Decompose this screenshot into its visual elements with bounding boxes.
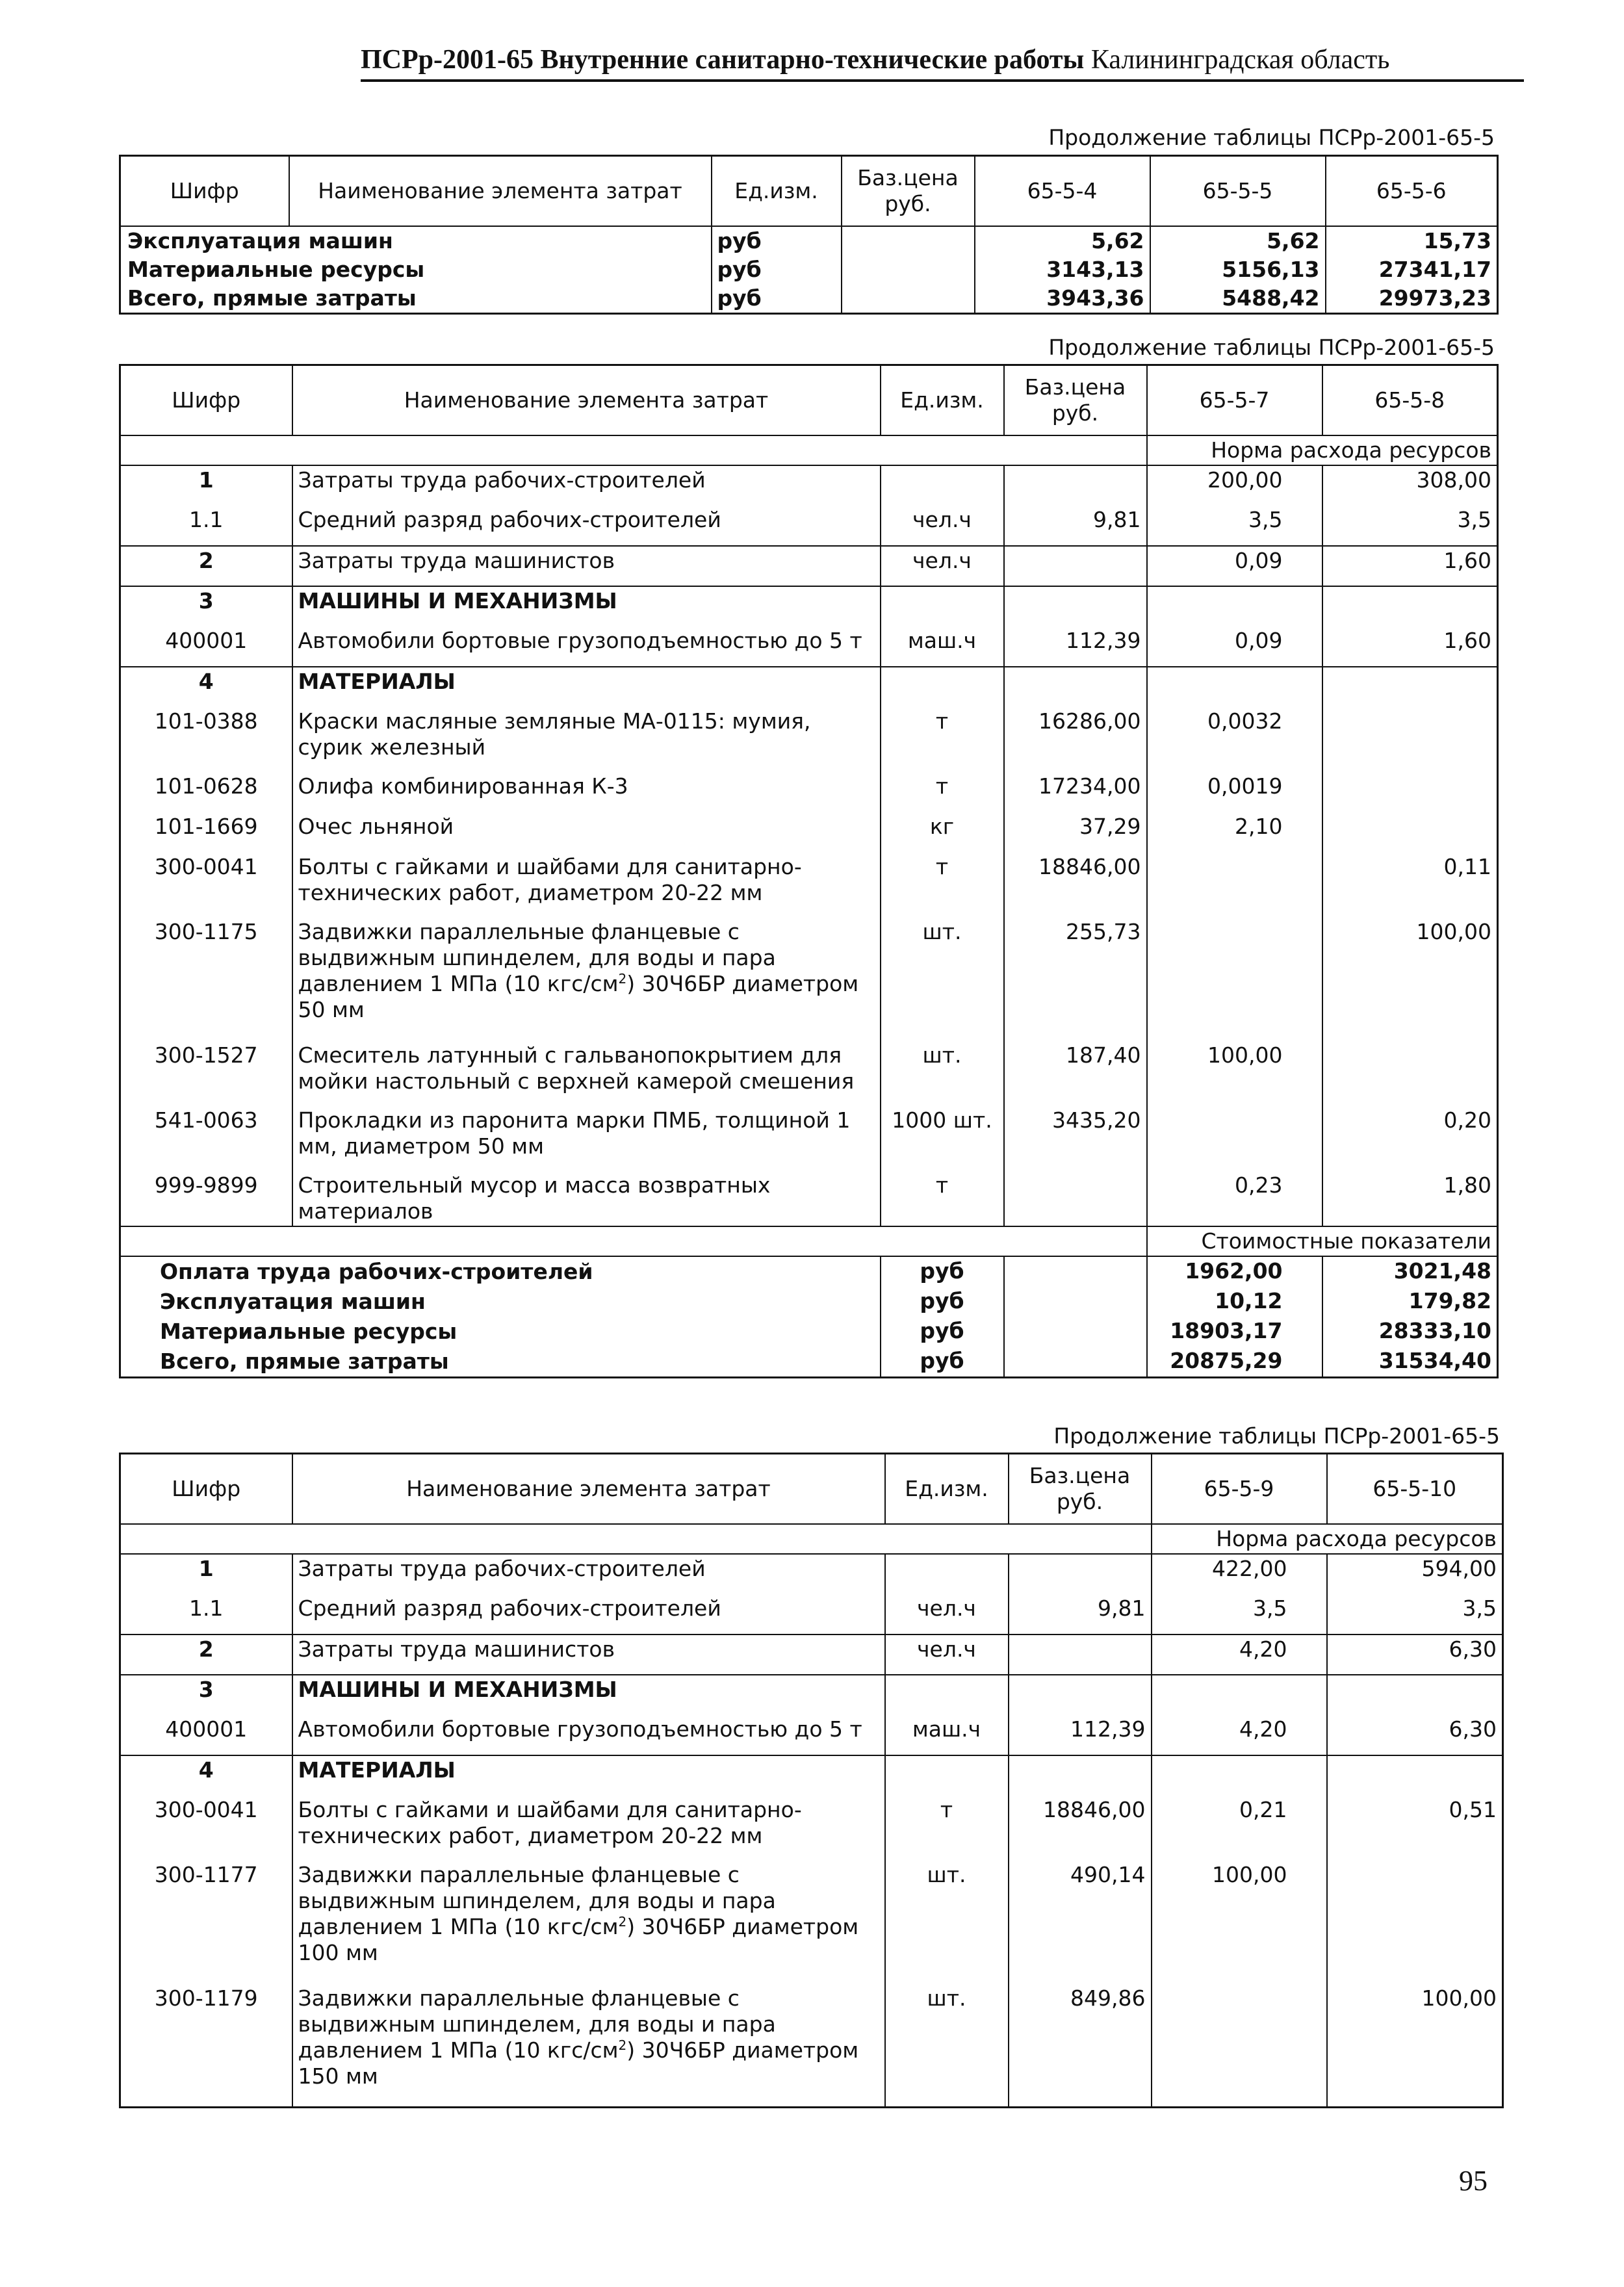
row-name-text: Затраты труда рабочих-строителей bbox=[298, 1555, 706, 1581]
row-name-text: Болты с гайками и шайбами для санитарно-технических работ, диаметром 20-22 мм bbox=[298, 1796, 802, 1848]
row-unit: т bbox=[885, 1796, 1009, 1861]
row-value: 0,20 bbox=[1322, 1106, 1498, 1171]
col-header: 65-5-7 bbox=[1147, 365, 1322, 435]
row-name bbox=[292, 1675, 885, 1715]
row-value: 3,5 bbox=[1147, 506, 1322, 546]
row-code: 4 bbox=[120, 1755, 292, 1796]
col-unit-header: Ед.изм. bbox=[712, 156, 842, 226]
total-price bbox=[1004, 1317, 1147, 1347]
row-price bbox=[1009, 1755, 1152, 1796]
row-code: 400001 bbox=[165, 627, 248, 653]
row-value bbox=[1152, 1755, 1327, 1796]
row-price bbox=[1004, 465, 1147, 506]
row-value: 27341,17 bbox=[1326, 255, 1498, 284]
total-value: 179,82 bbox=[1322, 1287, 1498, 1317]
total-value: 20875,29 bbox=[1147, 1347, 1322, 1378]
row-code: 101-0628 bbox=[154, 773, 258, 799]
total-row bbox=[120, 1256, 1498, 1287]
total-name: Всего, прямые затраты bbox=[160, 1348, 449, 1374]
row-name-text: Автомобили бортовые грузоподъемностью до 5 т bbox=[298, 627, 862, 653]
table-row bbox=[120, 255, 1498, 284]
row-unit: кг bbox=[881, 812, 1004, 853]
row-price bbox=[1009, 1675, 1152, 1715]
row-value: 100,00 bbox=[1147, 1041, 1322, 1106]
row-unit: чел.ч bbox=[885, 1594, 1009, 1634]
row-code: 300-0041 bbox=[154, 1796, 258, 1822]
total-value: 31534,40 bbox=[1322, 1347, 1498, 1378]
row-name-superscript: 2 bbox=[618, 970, 627, 987]
row-price bbox=[1004, 586, 1147, 627]
row-unit: т bbox=[881, 707, 1004, 772]
table2-continuation-label: Продолжение таблицы ПСРр-2001-65-5 bbox=[1048, 335, 1495, 360]
total-unit: руб bbox=[881, 1287, 1004, 1317]
row-value: 5488,42 bbox=[1150, 284, 1326, 314]
page-number: 95 bbox=[1459, 2165, 1488, 2197]
row-unit: руб bbox=[712, 226, 842, 255]
row-price: 112,39 bbox=[1004, 627, 1147, 667]
table-row bbox=[120, 1041, 1498, 1106]
row-name: Материальные ресурсы bbox=[127, 256, 425, 282]
table-row bbox=[120, 284, 1498, 314]
row-code: 101-0388 bbox=[154, 708, 258, 734]
row-unit bbox=[885, 1554, 1009, 1594]
row-name bbox=[292, 1554, 885, 1594]
table1 bbox=[119, 155, 1499, 315]
total-value: 3021,48 bbox=[1322, 1256, 1498, 1287]
row-name-text: Автомобили бортовые грузоподъемностью до 5 т bbox=[298, 1716, 862, 1742]
row-value: 0,51 bbox=[1327, 1796, 1503, 1861]
table-row bbox=[120, 1984, 1503, 2108]
row-code: 300-1179 bbox=[154, 1985, 258, 2011]
col-header: 65-5-9 bbox=[1152, 1454, 1327, 1524]
row-value bbox=[1147, 853, 1322, 918]
row-unit: руб bbox=[712, 284, 842, 314]
total-row bbox=[120, 1347, 1498, 1378]
row-price bbox=[1009, 1554, 1152, 1594]
total-value: 1962,00 bbox=[1147, 1256, 1322, 1287]
table-row bbox=[120, 772, 1498, 812]
col-name-header: Наименование элемента затрат bbox=[289, 156, 712, 226]
row-value: 15,73 bbox=[1326, 226, 1498, 255]
row-code: 101-1669 bbox=[154, 813, 258, 839]
row-price: 18846,00 bbox=[1004, 853, 1147, 918]
row-name-text: Затраты труда рабочих-строителей bbox=[298, 467, 706, 493]
row-value bbox=[1147, 918, 1322, 1041]
table3-header-row bbox=[120, 1454, 1503, 1524]
row-value bbox=[1327, 1755, 1503, 1796]
row-value bbox=[1147, 586, 1322, 627]
total-value: 18903,17 bbox=[1147, 1317, 1322, 1347]
row-value: 5,62 bbox=[975, 226, 1150, 255]
row-name-text: Затраты труда машинистов bbox=[298, 1636, 615, 1662]
row-value bbox=[1327, 1861, 1503, 1984]
row-name bbox=[292, 1755, 885, 1796]
row-value: 3943,36 bbox=[975, 284, 1150, 314]
row-value bbox=[1147, 1106, 1322, 1171]
row-name bbox=[292, 707, 881, 772]
row-price bbox=[842, 284, 975, 314]
row-name bbox=[292, 546, 881, 586]
total-row bbox=[120, 1317, 1498, 1347]
row-code: 2 bbox=[120, 546, 292, 586]
row-name-text: МАШИНЫ И МЕХАНИЗМЫ bbox=[298, 588, 617, 614]
row-value: 308,00 bbox=[1322, 465, 1498, 506]
row-price bbox=[1004, 1171, 1147, 1226]
row-name-superscript: 2 bbox=[618, 2037, 627, 2053]
norm-label: Норма расхода ресурсов bbox=[1152, 1524, 1503, 1554]
table-row bbox=[120, 1171, 1498, 1226]
header-region: Калининградская область bbox=[1090, 45, 1390, 75]
row-value: 0,09 bbox=[1147, 546, 1322, 586]
row-unit: шт. bbox=[885, 1861, 1009, 1984]
row-unit: шт. bbox=[881, 918, 1004, 1041]
table-row bbox=[120, 1594, 1503, 1634]
row-name bbox=[292, 1984, 885, 2108]
row-value bbox=[1322, 772, 1498, 812]
norm-label-row bbox=[120, 1524, 1503, 1554]
norm-label-row bbox=[120, 435, 1498, 465]
table3-continuation-label: Продолжение таблицы ПСРр-2001-65-5 bbox=[1053, 1423, 1500, 1449]
row-price: 16286,00 bbox=[1004, 707, 1147, 772]
row-code: 4 bbox=[120, 667, 292, 707]
row-value: 100,00 bbox=[1152, 1861, 1327, 1984]
row-name-text: Затраты труда машинистов bbox=[298, 547, 615, 573]
row-unit: руб bbox=[712, 255, 842, 284]
row-value: 3,5 bbox=[1327, 1594, 1503, 1634]
col-name-header: Наименование элемента затрат bbox=[292, 365, 881, 435]
table-row bbox=[120, 1675, 1503, 1715]
col-header: 65-5-5 bbox=[1150, 156, 1326, 226]
row-name bbox=[292, 1106, 881, 1171]
row-value: 1,80 bbox=[1322, 1171, 1498, 1226]
row-code: 1 bbox=[120, 465, 292, 506]
col-code-header: Шифр bbox=[120, 1454, 292, 1524]
row-value: 3,5 bbox=[1152, 1594, 1327, 1634]
row-name-text: Задвижки параллельные фланцевые с выдвижным шпинделем, для воды и пара давлением 1 МПа (10 кгс/см bbox=[298, 1985, 776, 2063]
row-name-tail: ) 30Ч6БР диаметром 150 мм bbox=[298, 2037, 859, 2089]
row-value bbox=[1322, 707, 1498, 772]
col-code-header: Шифр bbox=[120, 156, 289, 226]
row-price bbox=[842, 226, 975, 255]
row-value bbox=[1152, 1984, 1327, 2108]
row-price bbox=[842, 255, 975, 284]
row-name-text: Средний разряд рабочих-строителей bbox=[298, 506, 721, 532]
row-value: 2,10 bbox=[1147, 812, 1322, 853]
table-row bbox=[120, 586, 1498, 627]
row-value: 0,09 bbox=[1147, 627, 1322, 667]
table-row bbox=[120, 226, 1498, 255]
row-name bbox=[292, 812, 881, 853]
table-row bbox=[120, 1755, 1503, 1796]
row-unit: т bbox=[881, 772, 1004, 812]
total-price bbox=[1004, 1256, 1147, 1287]
row-name-text: МАТЕРИАЛЫ bbox=[298, 668, 456, 694]
row-unit bbox=[881, 465, 1004, 506]
row-unit: чел.ч bbox=[881, 546, 1004, 586]
row-unit bbox=[881, 586, 1004, 627]
row-value: 3,5 bbox=[1322, 506, 1498, 546]
row-value: 6,30 bbox=[1327, 1715, 1503, 1755]
table-row bbox=[120, 1106, 1498, 1171]
col-price-header: Баз.цена руб. bbox=[842, 156, 975, 226]
row-code: 1.1 bbox=[189, 1595, 224, 1621]
row-code: 300-1177 bbox=[154, 1861, 258, 1887]
row-name-text: МАШИНЫ И МЕХАНИЗМЫ bbox=[298, 1676, 617, 1702]
row-name-tail: ) 30Ч6БР диаметром 50 мм bbox=[298, 970, 859, 1022]
row-value: 422,00 bbox=[1152, 1554, 1327, 1594]
row-unit: чел.ч bbox=[885, 1634, 1009, 1675]
total-price bbox=[1004, 1287, 1147, 1317]
total-value: 28333,10 bbox=[1322, 1317, 1498, 1347]
row-value: 4,20 bbox=[1152, 1715, 1327, 1755]
table-row bbox=[120, 506, 1498, 546]
col-header: 65-5-6 bbox=[1326, 156, 1498, 226]
row-price: 255,73 bbox=[1004, 918, 1147, 1041]
col-header: 65-5-4 bbox=[975, 156, 1150, 226]
row-name bbox=[292, 772, 881, 812]
row-name bbox=[292, 853, 881, 918]
row-name-text: Строительный мусор и масса возвратных материалов bbox=[298, 1172, 771, 1224]
row-code: 3 bbox=[120, 1675, 292, 1715]
row-name-text: Задвижки параллельные фланцевые с выдвижным шпинделем, для воды и пара давлением 1 МПа (10 кгс/см bbox=[298, 918, 776, 996]
row-unit: т bbox=[881, 853, 1004, 918]
row-name-text: Олифа комбинированная К-3 bbox=[298, 773, 628, 799]
table2 bbox=[119, 364, 1499, 1378]
table-row bbox=[120, 1715, 1503, 1755]
total-row bbox=[120, 1287, 1498, 1317]
table-row bbox=[120, 812, 1498, 853]
table-row bbox=[120, 1861, 1503, 1984]
total-name: Оплата труда рабочих-строителей bbox=[160, 1258, 593, 1284]
row-price: 17234,00 bbox=[1004, 772, 1147, 812]
row-price: 18846,00 bbox=[1009, 1796, 1152, 1861]
row-value: 200,00 bbox=[1147, 465, 1322, 506]
row-value: 0,23 bbox=[1147, 1171, 1322, 1226]
row-name-text: Очес льняной bbox=[298, 813, 454, 839]
row-value: 0,21 bbox=[1152, 1796, 1327, 1861]
row-name-text: Болты с гайками и шайбами для санитарно-технических работ, диаметром 20-22 мм bbox=[298, 853, 802, 905]
row-name bbox=[292, 506, 881, 546]
total-unit: руб bbox=[881, 1347, 1004, 1378]
row-name-text: Краски масляные земляные МА-0115: мумия, сурик железный bbox=[298, 708, 811, 760]
row-code: 300-1175 bbox=[154, 918, 258, 944]
row-name bbox=[292, 667, 881, 707]
table-row bbox=[120, 667, 1498, 707]
row-unit: маш.ч bbox=[885, 1715, 1009, 1755]
row-price bbox=[1009, 1634, 1152, 1675]
row-code: 300-0041 bbox=[154, 853, 258, 879]
row-price: 9,81 bbox=[1004, 506, 1147, 546]
row-name bbox=[292, 1796, 885, 1861]
table-row bbox=[120, 1554, 1503, 1594]
row-unit: т bbox=[881, 1171, 1004, 1226]
row-price: 37,29 bbox=[1004, 812, 1147, 853]
table-row bbox=[120, 627, 1498, 667]
row-code: 3 bbox=[120, 586, 292, 627]
row-unit bbox=[885, 1675, 1009, 1715]
row-value: 0,0032 bbox=[1147, 707, 1322, 772]
cost-label: Стоимостные показатели bbox=[1147, 1226, 1498, 1256]
cost-label-row bbox=[120, 1226, 1498, 1256]
row-name bbox=[292, 1861, 885, 1984]
row-value: 4,20 bbox=[1152, 1634, 1327, 1675]
row-value bbox=[1322, 1041, 1498, 1106]
row-value: 5,62 bbox=[1150, 226, 1326, 255]
row-price: 187,40 bbox=[1004, 1041, 1147, 1106]
table-row bbox=[120, 918, 1498, 1041]
row-name-text: МАТЕРИАЛЫ bbox=[298, 1757, 456, 1783]
table2-header-row bbox=[120, 365, 1498, 435]
row-name-tail: ) 30Ч6БР диаметром 100 мм bbox=[298, 1913, 859, 1965]
row-code: 400001 bbox=[165, 1716, 248, 1742]
row-name-text: Средний разряд рабочих-строителей bbox=[298, 1595, 721, 1621]
table3 bbox=[119, 1453, 1504, 2108]
row-price: 112,39 bbox=[1009, 1715, 1152, 1755]
table-row bbox=[120, 1796, 1503, 1861]
table-row bbox=[120, 707, 1498, 772]
row-unit: шт. bbox=[881, 1041, 1004, 1106]
spacer bbox=[120, 435, 1147, 465]
row-value bbox=[1147, 667, 1322, 707]
col-code-header: Шифр bbox=[120, 365, 292, 435]
row-name-text: Задвижки параллельные фланцевые с выдвижным шпинделем, для воды и пара давлением 1 МПа (10 кгс/см bbox=[298, 1861, 776, 1939]
row-price: 490,14 bbox=[1009, 1861, 1152, 1984]
col-header: 65-5-10 bbox=[1327, 1454, 1503, 1524]
row-value bbox=[1322, 812, 1498, 853]
table1-continuation-label: Продолжение таблицы ПСРр-2001-65-5 bbox=[1048, 125, 1495, 150]
row-name bbox=[292, 627, 881, 667]
row-name: Всего, прямые затраты bbox=[127, 285, 417, 311]
row-value: 0,0019 bbox=[1147, 772, 1322, 812]
col-price-header: Баз.цена руб. bbox=[1004, 365, 1147, 435]
row-code: 1.1 bbox=[189, 506, 224, 532]
row-price: 849,86 bbox=[1009, 1984, 1152, 2108]
total-price bbox=[1004, 1347, 1147, 1378]
row-name-text: Прокладки из паронита марки ПМБ, толщиной 1 мм, диаметром 50 мм bbox=[298, 1107, 851, 1159]
col-unit-header: Ед.изм. bbox=[885, 1454, 1009, 1524]
table-row bbox=[120, 1634, 1503, 1675]
spacer bbox=[120, 1226, 1147, 1256]
row-name bbox=[292, 1171, 881, 1226]
row-value: 6,30 bbox=[1327, 1634, 1503, 1675]
row-unit: шт. bbox=[885, 1984, 1009, 2108]
row-unit bbox=[885, 1755, 1009, 1796]
table-row bbox=[120, 546, 1498, 586]
row-unit bbox=[881, 667, 1004, 707]
row-value bbox=[1152, 1675, 1327, 1715]
row-code: 1 bbox=[120, 1554, 292, 1594]
row-name bbox=[292, 1715, 885, 1755]
row-name-superscript: 2 bbox=[618, 1913, 627, 1930]
table-row bbox=[120, 465, 1498, 506]
row-name-text: Смеситель латунный с гальванопокрытием для мойки настольный с верхней камерой смешения bbox=[298, 1042, 855, 1094]
col-header: 65-5-8 bbox=[1322, 365, 1498, 435]
row-unit: маш.ч bbox=[881, 627, 1004, 667]
row-name bbox=[292, 1594, 885, 1634]
row-value: 29973,23 bbox=[1326, 284, 1498, 314]
row-price: 3435,20 bbox=[1004, 1106, 1147, 1171]
row-value: 5156,13 bbox=[1150, 255, 1326, 284]
spacer bbox=[120, 1524, 1152, 1554]
col-name-header: Наименование элемента затрат bbox=[292, 1454, 885, 1524]
norm-label: Норма расхода ресурсов bbox=[1147, 435, 1498, 465]
row-unit: 1000 шт. bbox=[881, 1106, 1004, 1171]
col-unit-header: Ед.изм. bbox=[881, 365, 1004, 435]
row-value: 1,60 bbox=[1322, 627, 1498, 667]
row-value: 3143,13 bbox=[975, 255, 1150, 284]
total-unit: руб bbox=[881, 1317, 1004, 1347]
row-code: 300-1527 bbox=[154, 1042, 258, 1068]
row-code: 541-0063 bbox=[154, 1107, 258, 1133]
row-price bbox=[1004, 667, 1147, 707]
row-value: 0,11 bbox=[1322, 853, 1498, 918]
row-name: Эксплуатация машин bbox=[120, 226, 712, 255]
row-value bbox=[1322, 667, 1498, 707]
row-value bbox=[1322, 586, 1498, 627]
row-value: 100,00 bbox=[1327, 1984, 1503, 2108]
table1-header-row bbox=[120, 156, 1498, 226]
row-unit: чел.ч bbox=[881, 506, 1004, 546]
total-value: 10,12 bbox=[1147, 1287, 1322, 1317]
row-name bbox=[292, 1634, 885, 1675]
table-row bbox=[120, 853, 1498, 918]
row-code: 2 bbox=[120, 1634, 292, 1675]
row-code: 999-9899 bbox=[154, 1172, 258, 1198]
row-name bbox=[292, 586, 881, 627]
total-name: Материальные ресурсы bbox=[160, 1318, 458, 1344]
row-name bbox=[292, 1041, 881, 1106]
header-code-title: ПСРр-2001-65 Внутренние санитарно-технические работы bbox=[361, 45, 1085, 75]
row-price: 9,81 bbox=[1009, 1594, 1152, 1634]
row-value bbox=[1327, 1675, 1503, 1715]
total-unit: руб bbox=[881, 1256, 1004, 1287]
row-value: 594,00 bbox=[1327, 1554, 1503, 1594]
row-name bbox=[292, 918, 881, 1041]
row-name bbox=[292, 465, 881, 506]
row-value: 100,00 bbox=[1322, 918, 1498, 1041]
col-price-header: Баз.цена руб. bbox=[1009, 1454, 1152, 1524]
page-header bbox=[361, 44, 1524, 82]
total-name: Эксплуатация машин bbox=[160, 1288, 426, 1314]
row-price bbox=[1004, 546, 1147, 586]
row-value: 1,60 bbox=[1322, 546, 1498, 586]
